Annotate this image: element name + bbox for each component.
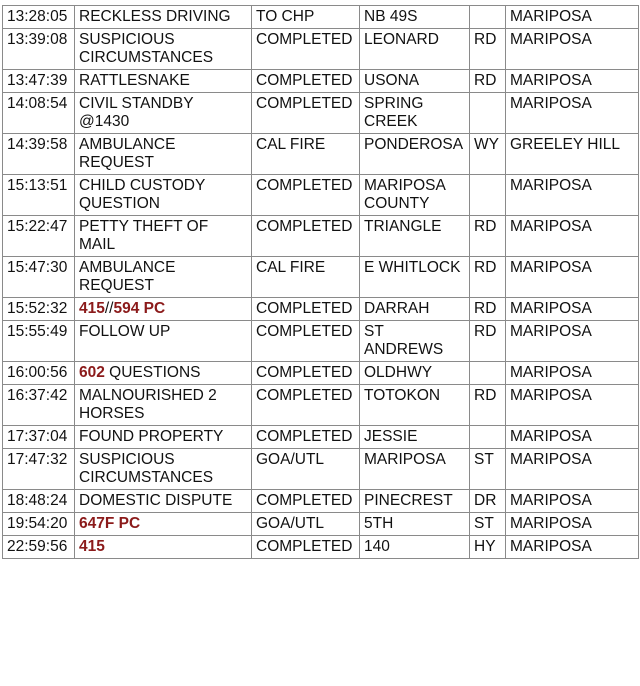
event-cell xyxy=(75,70,252,93)
event-text: MALNOURISHED 2 HORSES xyxy=(79,387,217,422)
street-cell: MARIPOSA COUNTY xyxy=(360,175,470,216)
time-cell: 13:47:39 xyxy=(3,70,75,93)
street-suffix-cell xyxy=(470,175,506,216)
street-cell: PONDEROSA xyxy=(360,134,470,175)
event-text: PETTY THEFT OF MAIL xyxy=(79,218,209,253)
street-cell: TRIANGLE xyxy=(360,216,470,257)
time-cell: 17:47:32 xyxy=(3,449,75,490)
event-text: SUSPICIOUS CIRCUMSTANCES xyxy=(79,31,214,66)
table-row xyxy=(3,449,639,490)
table-row xyxy=(3,216,639,257)
street-cell: 5TH xyxy=(360,513,470,536)
disposition-cell: COMPLETED xyxy=(252,216,360,257)
event-text: RECKLESS DRIVING xyxy=(79,8,231,25)
event-cell xyxy=(75,93,252,134)
street-suffix-cell: RD xyxy=(470,321,506,362)
city-cell: MARIPOSA xyxy=(506,175,639,216)
table-row xyxy=(3,426,639,449)
disposition-cell: TO CHP xyxy=(252,6,360,29)
time-cell: 18:48:24 xyxy=(3,490,75,513)
city-cell: MARIPOSA xyxy=(506,362,639,385)
street-cell: 140 xyxy=(360,536,470,559)
event-text: CIVIL STANDBY @1430 xyxy=(79,95,194,130)
street-suffix-cell xyxy=(470,6,506,29)
time-cell: 14:08:54 xyxy=(3,93,75,134)
event-cell xyxy=(75,426,252,449)
event-cell xyxy=(75,298,252,321)
street-cell: ST ANDREWS xyxy=(360,321,470,362)
event-text: AMBULANCE REQUEST xyxy=(79,259,176,294)
city-cell: MARIPOSA xyxy=(506,6,639,29)
table-row xyxy=(3,513,639,536)
disposition-cell: GOA/UTL xyxy=(252,449,360,490)
street-suffix-cell: RD xyxy=(470,385,506,426)
event-cell xyxy=(75,362,252,385)
table-row xyxy=(3,70,639,93)
street-cell: OLDHWY xyxy=(360,362,470,385)
street-cell: MARIPOSA xyxy=(360,449,470,490)
city-cell: MARIPOSA xyxy=(506,93,639,134)
city-cell: MARIPOSA xyxy=(506,298,639,321)
city-cell: MARIPOSA xyxy=(506,449,639,490)
city-cell: MARIPOSA xyxy=(506,513,639,536)
street-cell: TOTOKON xyxy=(360,385,470,426)
penal-code: 647F PC xyxy=(79,515,141,532)
event-text: DOMESTIC DISPUTE xyxy=(79,492,233,509)
disposition-cell: COMPLETED xyxy=(252,93,360,134)
city-cell: MARIPOSA xyxy=(506,70,639,93)
street-cell: NB 49S xyxy=(360,6,470,29)
event-cell xyxy=(75,175,252,216)
street-suffix-cell xyxy=(470,426,506,449)
table-row xyxy=(3,298,639,321)
disposition-cell: COMPLETED xyxy=(252,298,360,321)
table-row xyxy=(3,321,639,362)
city-cell: MARIPOSA xyxy=(506,29,639,70)
time-cell: 15:22:47 xyxy=(3,216,75,257)
street-suffix-cell: RD xyxy=(470,70,506,93)
event-text: FOUND PROPERTY xyxy=(79,428,224,445)
event-text: FOLLOW UP xyxy=(79,323,171,340)
disposition-cell: COMPLETED xyxy=(252,536,360,559)
disposition-cell: COMPLETED xyxy=(252,385,360,426)
street-cell: E WHITLOCK xyxy=(360,257,470,298)
disposition-cell: CAL FIRE xyxy=(252,134,360,175)
table-row xyxy=(3,29,639,70)
disposition-cell: COMPLETED xyxy=(252,70,360,93)
street-suffix-cell: RD xyxy=(470,29,506,70)
disposition-cell: GOA/UTL xyxy=(252,513,360,536)
street-suffix-cell: HY xyxy=(470,536,506,559)
penal-code: 415 xyxy=(79,300,105,317)
disposition-cell: COMPLETED xyxy=(252,29,360,70)
city-cell: MARIPOSA xyxy=(506,216,639,257)
city-cell: MARIPOSA xyxy=(506,536,639,559)
event-text: CHILD CUSTODY QUESTION xyxy=(79,177,206,212)
table-row xyxy=(3,6,639,29)
event-text: AMBULANCE REQUEST xyxy=(79,136,176,171)
event-cell xyxy=(75,385,252,426)
table-row xyxy=(3,257,639,298)
disposition-cell: COMPLETED xyxy=(252,362,360,385)
disposition-cell: COMPLETED xyxy=(252,175,360,216)
city-cell: GREELEY HILL xyxy=(506,134,639,175)
time-cell: 16:37:42 xyxy=(3,385,75,426)
table-row xyxy=(3,385,639,426)
event-cell xyxy=(75,490,252,513)
time-cell: 14:39:58 xyxy=(3,134,75,175)
time-cell: 22:59:56 xyxy=(3,536,75,559)
event-cell xyxy=(75,6,252,29)
street-cell: LEONARD xyxy=(360,29,470,70)
street-suffix-cell: ST xyxy=(470,449,506,490)
street-cell: USONA xyxy=(360,70,470,93)
street-suffix-cell xyxy=(470,362,506,385)
city-cell: MARIPOSA xyxy=(506,321,639,362)
incident-log-table xyxy=(2,5,639,559)
disposition-cell: CAL FIRE xyxy=(252,257,360,298)
street-cell: DARRAH xyxy=(360,298,470,321)
street-suffix-cell: WY xyxy=(470,134,506,175)
street-cell: SPRING CREEK xyxy=(360,93,470,134)
event-cell xyxy=(75,216,252,257)
city-cell: MARIPOSA xyxy=(506,257,639,298)
street-suffix-cell: RD xyxy=(470,257,506,298)
table-row xyxy=(3,490,639,513)
table-row xyxy=(3,175,639,216)
time-cell: 17:37:04 xyxy=(3,426,75,449)
street-suffix-cell: RD xyxy=(470,216,506,257)
event-cell xyxy=(75,29,252,70)
event-cell xyxy=(75,536,252,559)
event-cell xyxy=(75,449,252,490)
event-text: SUSPICIOUS CIRCUMSTANCES xyxy=(79,451,214,486)
disposition-cell: COMPLETED xyxy=(252,490,360,513)
time-cell: 13:28:05 xyxy=(3,6,75,29)
time-cell: 16:00:56 xyxy=(3,362,75,385)
time-cell: 13:39:08 xyxy=(3,29,75,70)
incident-log-body xyxy=(3,6,639,559)
street-suffix-cell: DR xyxy=(470,490,506,513)
city-cell: MARIPOSA xyxy=(506,385,639,426)
table-row xyxy=(3,134,639,175)
city-cell: MARIPOSA xyxy=(506,490,639,513)
street-cell: JESSIE xyxy=(360,426,470,449)
street-suffix-cell: RD xyxy=(470,298,506,321)
street-suffix-cell: ST xyxy=(470,513,506,536)
time-cell: 15:55:49 xyxy=(3,321,75,362)
street-cell: PINECREST xyxy=(360,490,470,513)
city-cell: MARIPOSA xyxy=(506,426,639,449)
disposition-cell: COMPLETED xyxy=(252,321,360,362)
event-cell xyxy=(75,321,252,362)
penal-code: 594 PC xyxy=(113,300,166,317)
street-suffix-cell xyxy=(470,93,506,134)
time-cell: 15:47:30 xyxy=(3,257,75,298)
table-row xyxy=(3,93,639,134)
event-cell xyxy=(75,257,252,298)
event-text: QUESTIONS xyxy=(104,364,201,381)
disposition-cell: COMPLETED xyxy=(252,426,360,449)
time-cell: 15:13:51 xyxy=(3,175,75,216)
time-cell: 19:54:20 xyxy=(3,513,75,536)
event-text: RATTLESNAKE xyxy=(79,72,190,89)
table-row xyxy=(3,362,639,385)
penal-code: 415 xyxy=(79,538,105,555)
penal-code: 602 xyxy=(79,364,105,381)
time-cell: 15:52:32 xyxy=(3,298,75,321)
event-cell xyxy=(75,513,252,536)
event-cell xyxy=(75,134,252,175)
table-row xyxy=(3,536,639,559)
event-text: // xyxy=(104,300,114,317)
